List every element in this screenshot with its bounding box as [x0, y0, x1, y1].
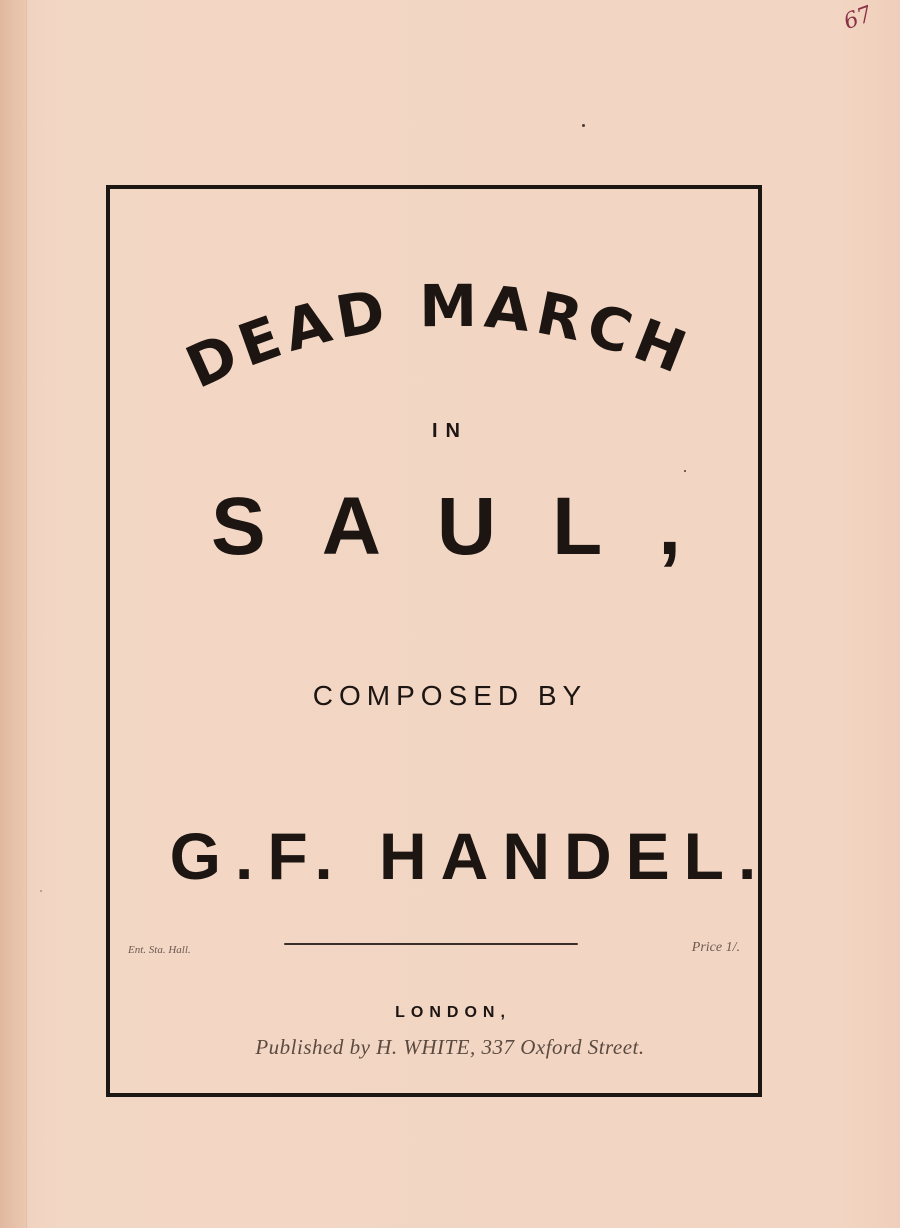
composed-by-label: COMPOSED BY: [312, 680, 588, 711]
paper-speck: [684, 470, 686, 472]
catalog-mark: 67: [840, 1, 876, 36]
paper-speck: [40, 890, 42, 892]
divider-rule: [284, 943, 578, 945]
composer-name: G.F. HANDEL.: [169, 819, 771, 893]
entered-stationers-hall: Ent. Sta. Hall.: [128, 944, 191, 956]
price-label: Price 1/.: [691, 940, 740, 955]
work-title: SAUL,: [211, 481, 737, 572]
connector-in: IN: [432, 420, 468, 442]
title-arc-svg: [0, 0, 900, 460]
publisher-line: Published by H. WHITE, 337 Oxford Street.: [255, 1035, 645, 1059]
paper-speck: [582, 124, 585, 127]
publisher-city: LONDON,: [395, 1004, 511, 1021]
main-title-text: DEAD MARCH: [176, 271, 701, 402]
main-title: [176, 272, 700, 402]
